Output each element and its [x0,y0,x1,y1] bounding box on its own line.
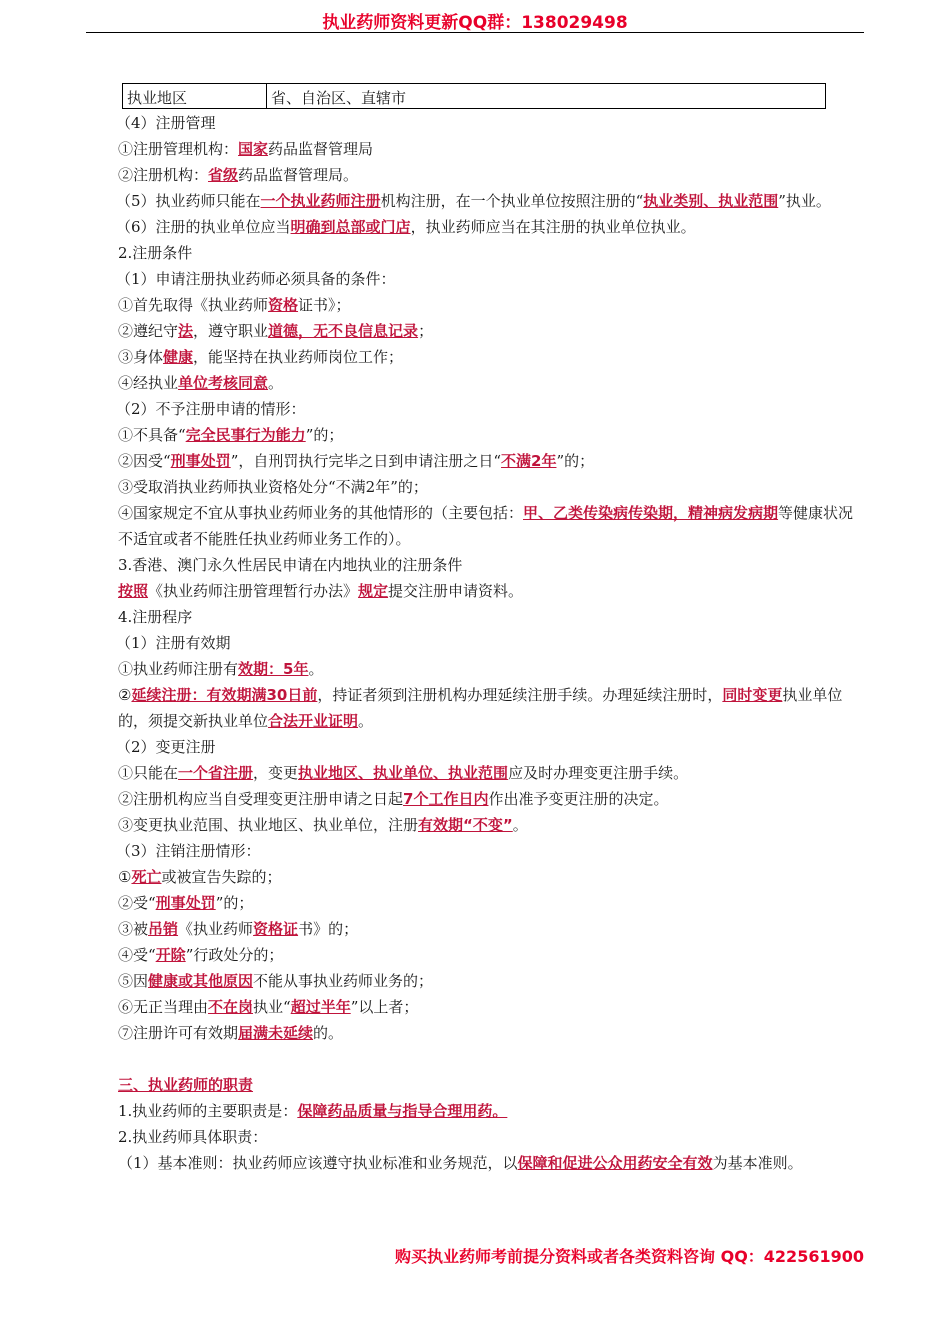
text-line [86,474,866,500]
text-segment: ③变更执业范围、执业地区、执业单位，注册 [118,816,419,834]
text-line [86,1098,866,1124]
text-segment: ① [118,868,132,886]
text-segment: 。 [268,374,284,392]
text-segment: ⑦注册许可有效期 [118,1024,239,1042]
text-segment: ② [118,686,132,704]
text-segment: ①只能在 [118,764,179,782]
text-line [86,994,866,1020]
text-segment: ”行政处分的； [185,946,284,964]
registration-table [122,83,826,109]
text-segment: （2）变更注册 [116,738,216,756]
text-line [86,344,866,370]
highlighted-term: 一个省注册 [178,764,254,782]
highlighted-term: 三、执业药师的职责 [118,1076,254,1094]
text-segment: 。 [512,816,528,834]
highlighted-term: 不满2年 [501,452,557,470]
highlighted-term: 延续注册：有效期满30日前 [131,686,318,704]
text-segment: 等健康状况不适宜或者不能胜任执业药师业务工作的）。 [118,504,854,548]
text-segment: ①执业药师注册有 [118,660,239,678]
text-line [86,786,866,812]
text-segment: 2.注册条件 [118,244,193,262]
highlighted-term: 道德，无不良信息记录 [268,322,419,340]
text-segment: 书》的； [298,920,359,938]
highlighted-term: 死亡 [131,868,162,886]
highlighted-term: 省级 [208,166,239,184]
text-segment: ②遵纪守 [118,322,179,340]
text-line [86,630,866,656]
blank-line [86,1046,866,1072]
text-segment: 提交注册申请资料。 [388,582,524,600]
text-segment: 或被宣告失踪的； [161,868,282,886]
text-line [86,1020,866,1046]
text-segment: 药品监督管理局。 [238,166,359,184]
text-line [86,890,866,916]
text-segment: ③被 [118,920,149,938]
highlighted-term: 规定 [358,582,389,600]
text-line [86,188,866,214]
text-segment: （3）注销注册情形： [116,842,261,860]
text-line [86,1124,866,1150]
highlighted-term: 完全民事行为能力 [185,426,306,444]
text-line [86,734,866,760]
highlighted-term: 健康 [163,348,194,366]
text-line [86,916,866,942]
text-line [86,682,866,734]
header-divider [86,32,864,33]
highlighted-term: 有效期“不变” [418,816,513,834]
text-segment: ”，自刑罚执行完毕之日到申请注册之日“ [230,452,502,470]
highlighted-term: 法 [178,322,194,340]
text-line [86,1072,866,1098]
text-segment: ”执业。 [778,192,831,210]
text-line [86,370,866,396]
text-segment: 为基本准则。 [712,1154,803,1172]
text-segment: ⑤因 [118,972,149,990]
text-segment: （1）基本准则：执业药师应该遵守执业标准和业务规范，以 [118,1154,518,1172]
highlighted-term: 资格 [268,296,299,314]
text-segment: （4）注册管理 [116,114,216,132]
text-segment: （2）不予注册申请的情形： [116,400,306,418]
highlighted-term: 刑事处罚 [155,894,216,912]
text-segment: ，变更 [253,764,299,782]
text-segment: ④国家规定不宜从事执业药师业务的其他情形的（主要包括： [118,504,524,522]
text-segment: ①不具备“ [118,426,186,444]
text-segment: （5）执业药师只能在 [116,192,261,210]
text-segment: ②注册机构应当自受理变更注册申请之日起 [118,790,404,808]
text-line [86,292,866,318]
text-segment: 不能从事执业药师业务的； [253,972,434,990]
text-line [86,578,866,604]
text-line [86,864,866,890]
table-cell-value: 省、自治区、直辖市 [271,89,407,107]
highlighted-term: 资格证 [253,920,299,938]
highlighted-term: 执业地区、执业单位、执业范围 [298,764,509,782]
highlighted-term: 开除 [155,946,186,964]
text-segment: 执业“ [253,998,291,1016]
highlighted-term: 国家 [238,140,269,158]
text-segment: ，持证者须到注册机构办理延续注册手续。办理延续注册时， [317,686,723,704]
text-segment: 3.香港、澳门永久性居民申请在内地执业的注册条件 [118,556,463,574]
text-segment: 证书》； [298,296,351,314]
text-segment: ②受“ [118,894,156,912]
text-line [86,422,866,448]
text-line [86,448,866,474]
text-segment: ④经执业 [118,374,179,392]
highlighted-term: 按照 [118,582,149,600]
text-line [86,136,866,162]
text-line [86,110,866,136]
text-segment: ②注册机构： [118,166,209,184]
text-segment: 。 [308,660,324,678]
text-segment: 药品监督管理局 [268,140,374,158]
text-segment: ”的； [305,426,344,444]
text-line [86,214,866,240]
text-line [86,968,866,994]
highlighted-term: 保障和促进公众用药安全有效 [517,1154,713,1172]
text-line [86,552,866,578]
text-line [86,318,866,344]
highlighted-term: 届满未延续 [238,1024,314,1042]
text-segment: ，执业药师应当在其注册的执业单位执业。 [410,218,696,236]
text-line [86,760,866,786]
text-segment: 。 [358,712,374,730]
text-segment: 《执业药师 [178,920,254,938]
text-line [86,942,866,968]
highlighted-term: 效期：5年 [238,660,309,678]
text-line [86,604,866,630]
text-segment: ⑥无正当理由 [118,998,209,1016]
text-line [86,500,866,552]
text-line [86,240,866,266]
highlighted-term: 甲、乙类传染病传染期，精神病发病期 [523,504,779,522]
text-segment: ”的； [215,894,254,912]
highlighted-term: 不在岗 [208,998,254,1016]
text-line [86,656,866,682]
text-segment: ③身体 [118,348,164,366]
highlighted-term: 保障药品质量与指导合理用药。 [297,1102,508,1120]
text-segment: 机构注册，在一个执业单位按照注册的“ [380,192,644,210]
highlighted-term: 单位考核同意 [178,374,269,392]
text-line [86,812,866,838]
text-segment: ”以上者； [350,998,419,1016]
highlighted-term: 同时变更 [722,686,783,704]
text-segment: 2.执业药师具体职责： [118,1128,268,1146]
text-segment: ③受取消执业药师执业资格处分“不满2年”的； [118,478,428,496]
text-segment: ①注册管理机构： [118,140,239,158]
text-segment: 作出准予变更注册的决定。 [488,790,669,808]
text-segment: 4.注册程序 [118,608,193,626]
text-segment: ④受“ [118,946,156,964]
text-segment: ①首先取得《执业药师 [118,296,269,314]
text-segment: （6）注册的执业单位应当 [116,218,291,236]
header-banner: 执业药师资料更新QQ群：138029498 [322,13,628,33]
text-segment: 应及时办理变更注册手续。 [508,764,689,782]
highlighted-term: 超过半年 [290,998,351,1016]
highlighted-term: 刑事处罚 [170,452,231,470]
text-segment: ”的； [556,452,595,470]
highlighted-term: 健康或其他原因 [148,972,254,990]
text-segment: 《执业药师注册管理暂行办法》 [148,582,359,600]
text-segment: ，遵守职业 [193,322,269,340]
text-segment: ②因受“ [118,452,171,470]
highlighted-term: 吊销 [148,920,179,938]
text-line [86,266,866,292]
document-body [86,110,866,1176]
text-line [86,1150,866,1176]
text-segment: ； [418,322,434,340]
highlighted-term: 执业类别、执业范围 [643,192,779,210]
text-segment: 1.执业药师的主要职责是： [118,1102,298,1120]
text-segment: 的。 [313,1024,344,1042]
text-segment: ，能坚持在执业药师岗位工作； [193,348,404,366]
highlighted-term: 一个执业药师注册 [260,192,381,210]
text-line [86,162,866,188]
text-line [86,396,866,422]
highlighted-term: 明确到总部或门店 [290,218,411,236]
footer-contact: 购买执业药师考前提分资料或者各类资料咨询 QQ：422561900 [395,1247,864,1266]
text-segment: （1）注册有效期 [116,634,231,652]
highlighted-term: 7个工作日内 [403,790,489,808]
table-cell-label: 执业地区 [123,84,267,108]
text-line [86,838,866,864]
text-segment: 执业单位的，须提交新执业单位 [118,686,843,730]
highlighted-term: 合法开业证明 [268,712,359,730]
text-segment: （1）申请注册执业药师必须具备的条件： [116,270,396,288]
